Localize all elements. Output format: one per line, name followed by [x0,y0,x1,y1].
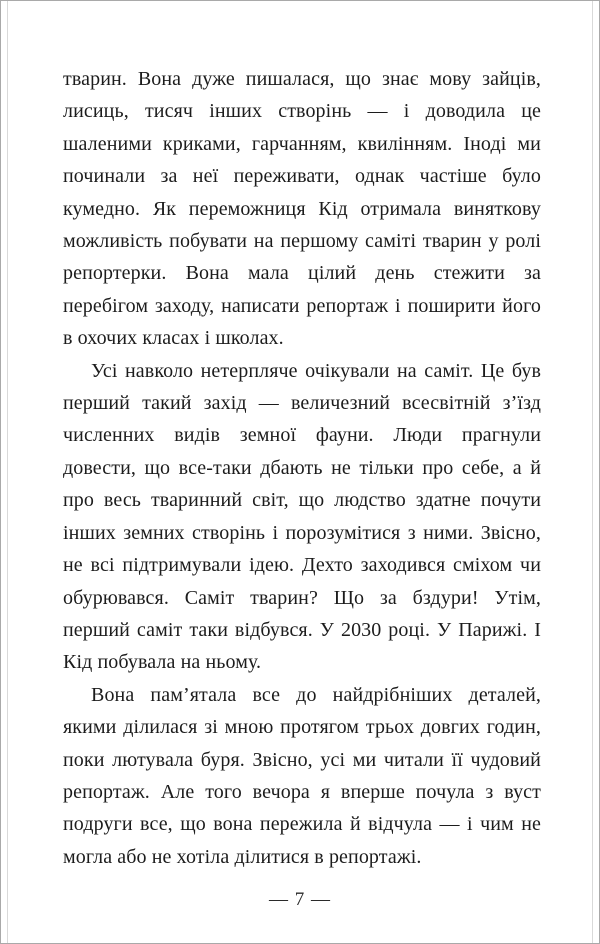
paragraph: Вона пам’ятала все до найдрібніших деталей, якими ділилася зі мною протягом трьох довгих годин, поки лютувала буря. Звісно, усі ми читали її чудовий репортаж. Але того вечора я вперше почула з вуст подруги все, що вона пережила й відчула — і чим не могла або не хотіла ділитися в репортажі. [63,683,541,868]
paragraph: Усі навколо нетерпляче очікували на саміт. Це був перший такий захід — величезний всесвітній з’їзд численних видів земної фауни. Люди прагнули довести, що все-таки дбають не тільки про себе, а й про весь тваринний світ, що людство здатне почути інших земних створінь і порозумітися з ними. Звісно, не всі підтримували ідею. Дехто заходився сміхом чи обурювався. Саміт тварин? Що за бздури! Утім, перший саміт таки відбувся. У 2030 році. У Парижі. І Кід побувала на ньому. [63,359,541,674]
paragraph-continuation: тварин. Вона дуже пишалася, що знає мову зайців, лисиць, тисяч інших створінь — і доводила це шаленими криками, гарчанням, квилінням. Іноді ми починали за неї переживати, однак частіше було кумедно. Як переможниця Кід отримала виняткову можливість побувати на першому саміті тварин у ролі репортерки. Вона мала цілий день стежити за перебігом заходу, написати репортаж і поширити його в охочих класах і школах. [63,68,541,350]
body-text [63,63,541,873]
page-number: — 7 — [269,889,331,910]
